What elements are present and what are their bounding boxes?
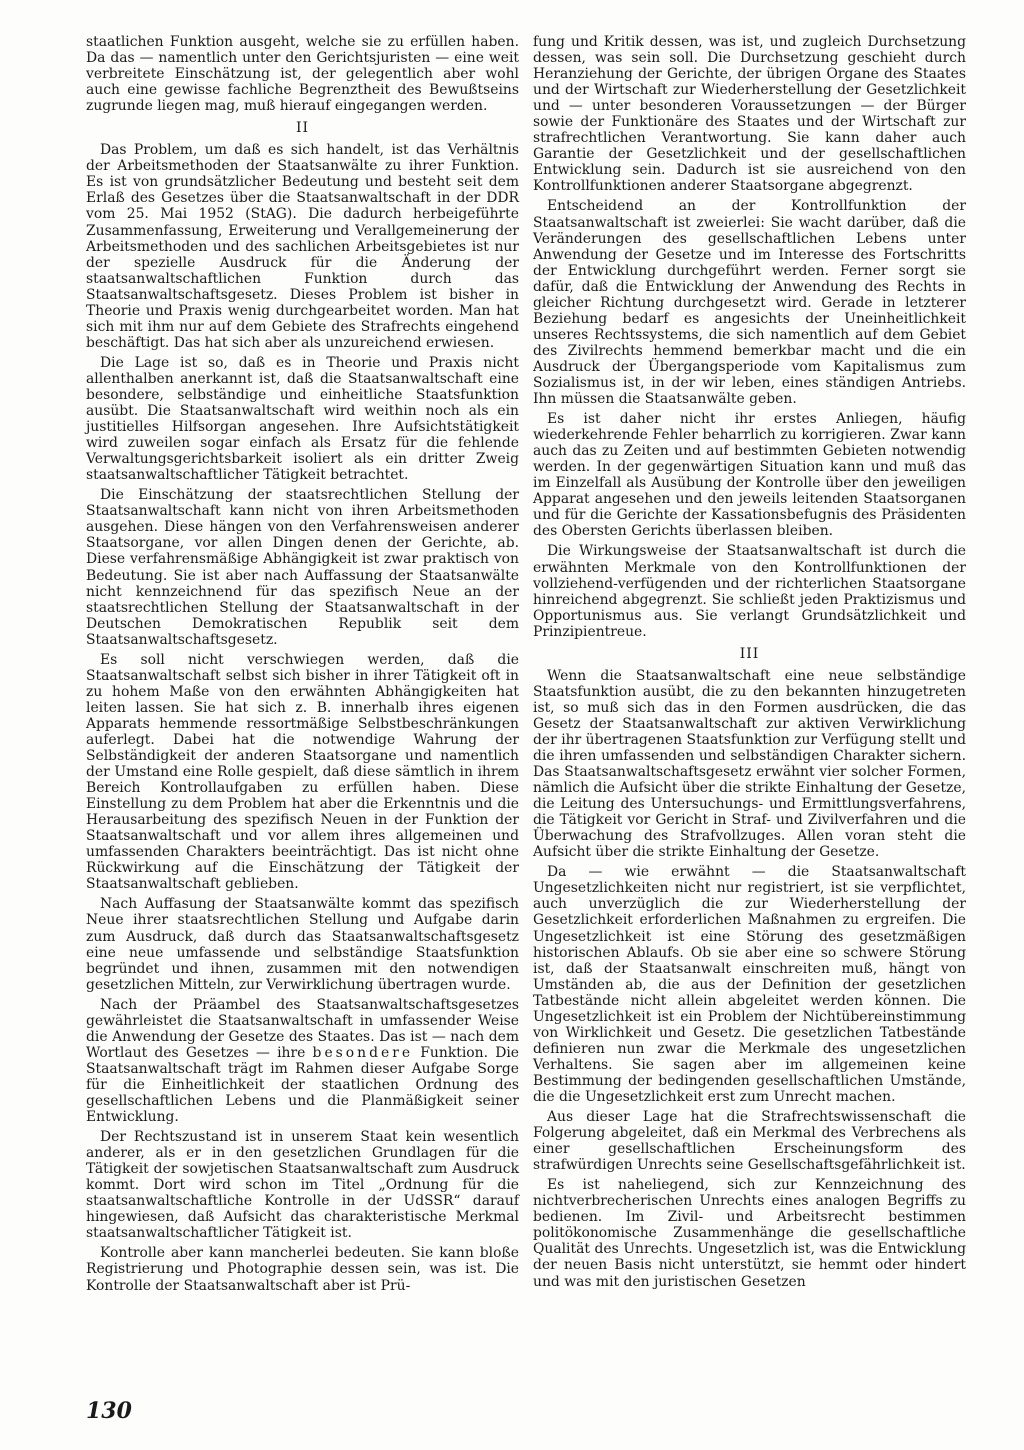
text-run: Nach der Präambel des Staatsanwaltschaftsgesetzes gewährleistet die Staatsanwaltschaft in umfassender Weise die Anwendung der Gesetze des Staates. Das ist — nach dem Wortlaut des Gesetzes — ihre: [86, 996, 519, 1061]
left-column: [86, 34, 519, 1298]
paragraph: Entscheidend an der Kontrollfunktion der Staatsanwaltschaft ist zweierlei: Sie wacht darüber, daß die Veränderungen des gesellschaftlichen Lebens unter Anwendung der Gesetze und im Interesse des Fortschritts der Entwicklung durchgeführt werden. Ferner sorgt sie dafür, daß die Entwicklung der Anwendung des Rechts in gleicher Richtung durchgesetzt wird. Gerade in letzterer Beziehung bedarf es angesichts der Uneinheitlichkeit unseres Rechtssystems, die sich namentlich auf dem Gebiet des Zivilrechts hemmend bemerkbar macht und die ein Ausdruck der Übergangsperiode vom Kapitalismus zum Sozialismus ist, in der wir leben, eines ständigen Antriebs. Ihn müssen die Staatsanwälte geben.: [533, 198, 966, 408]
section-heading-ii: II: [295, 120, 310, 137]
paragraph: Es soll nicht verschwiegen werden, daß die Staatsanwaltschaft selbst sich bisher in ihrer Tätigkeit oft in zu hohem Maße von den erwähnten Abhängigkeiten hat leiten lassen. Sie hat sich z. B. innerhalb ihres eigenen Apparats hemmende ressortmäßige Selbstbeschränkungen auferlegt. Dabei hat die notwendige Wahrung der Selbständigkeit der anderen Staatsorgane und namentlich der Umstand eine Rolle gespielt, daß diese sämtlich in ihrem Bereich Kontrollaufgaben zu erfüllen haben. Diese Einstellung zu dem Problem hat aber die Erkenntnis und die Herausarbeitung des spezifisch Neuen in der Funktion der Staatsanwaltschaft und vor allem ihres allgemeinen und umfassenden Charakters beeinträchtigt. Das ist nicht ohne Rückwirkung auf die Einschätzung der Tätigkeit der Staatsanwaltschaft geblieben.: [86, 651, 519, 893]
paragraph: Wenn die Staatsanwaltschaft eine neue selbständige Staatsfunktion ausübt, die zu den bekannten hinzugetreten ist, so muß sich das in den Formen ausdrücken, die das Gesetz der Staatsanwaltschaft zur aktiven Verwirklichung der ihr übertragenen Staatsfunktion zur Verfügung stellt und die ihren umfassenden und selbständigen Charakter sichern. Das Staatsanwaltschaftsgesetz erwähnt vier solcher Formen, nämlich die Aufsicht über die strikte Einhaltung der Gesetze, die Leitung des Untersuchungs- und Ermittlungsverfahrens, die Tätigkeit vor Gericht in Straf- und Zivilverfahren und die Überwachung des Strafvollzuges. Allen voran steht die Aufsicht über die strikte Einhaltung der Gesetze.: [533, 667, 966, 861]
paragraph: Kontrolle aber kann mancherlei bedeuten. Sie kann bloße Registrierung und Photographie dessen sein, was ist. Die Kontrolle der Staatsanwaltschaft aber ist Prü-: [86, 1245, 519, 1294]
page-number: 130: [86, 1398, 132, 1424]
paragraph: Nach Auffasung der Staatsanwälte kommt das spezifisch Neue ihrer staatsrechtlichen Stellung und Aufgabe darin zum Ausdruck, daß durch das Staatsanwaltschaftsgesetz eine neue umfassende und selbständige Staatsfunktion begründet und ihnen, zusammen mit den notwendigen gesetzlichen Mitteln, zur Verwirklichung übertragen wurde.: [86, 896, 519, 993]
paragraph: Der Rechtszustand ist in unserem Staat kein wesentlich anderer, als er in den gesetzlichen Grundlagen für die Tätigkeit der sowjetischen Staatsanwaltschaft zum Ausdruck kommt. Dort wird schon im Titel „Ordnung für die staatsanwaltschaftliche Kontrolle in der UdSSR“ darauf hingewiesen, daß Aufsicht das charakteristische Merkmal staatsanwaltschaftlicher Tätigkeit ist.: [86, 1129, 519, 1242]
paragraph: Die Wirkungsweise der Staatsanwaltschaft ist durch die erwähnten Merkmale von den Kontrollfunktionen der vollziehend-verfügenden und der richterlichen Staatsorgane hinreichend abgegrenzt. Sie schließt jeden Praktizismus und Opportunismus aus. Sie verlangt Grundsätzlichkeit und Prinzipientreue.: [533, 543, 966, 640]
paragraph: Das Problem, um daß es sich handelt, ist das Verhältnis der Arbeitsmethoden der Staatsanwälte zu ihrer Funktion. Es ist von grundsätzlicher Bedeutung und besteht seit dem Erlaß des Gesetzes über die Staatsanwaltschaft in der DDR vom 25. Mai 1952 (StAG). Die dadurch herbeigeführte Zusammenfassung, Erweiterung und Verallgemeinerung der Arbeitsmethoden und des sachlichen Arbeitsgebietes ist nur der spezielle Ausdruck für die Änderung der staatsanwaltschaftlichen Funktion durch das Staatsanwaltschaftsgesetz. Dieses Problem ist bisher in Theorie und Praxis wenig durchgearbeitet worden. Man hat sich mit ihm nur auf dem Gebiete des Strafrechts eingehend beschäftigt. Das hat sich aber als unzureichend erwiesen.: [86, 142, 519, 351]
paragraph: Es ist daher nicht ihr erstes Anliegen, häufig wiederkehrende Fehler beharrlich zu korrigieren. Zwar kann auch das zu Zeiten und auf bestimmten Gebieten notwendig werden. In der gegenwärtigen Situation kann und muß das im Einzelfall als Ausübung der Kontrolle über den jeweiligen Apparat angesehen und den jeweils leitenden Staatsorganen und für die Gerichte der Kassationsbefugnis des Präsidenten des Obersten Gerichts überlassen bleiben.: [533, 411, 966, 540]
paragraph: Aus dieser Lage hat die Strafrechtswissenschaft die Folgerung abgeleitet, daß ein Merkmal des Verbrechens als einer gesellschaftlichen Erscheinungsform des strafwürdigen Unrechts seine Gesellschaftsgefährlichkeit ist.: [533, 1109, 966, 1174]
paragraph: [86, 997, 519, 1125]
text-run: Funktion. Die Staatsanwaltschaft trägt im Rahmen dieser Aufgabe Sorge für die Einheitlichkeit der staatlichen Ordnung des gesellschaftlichen Lebens und die Planmäßigkeit seiner Entwicklung.: [86, 1044, 520, 1126]
paragraph: Da — wie erwähnt — die Staatsanwaltschaft Ungesetzlichkeiten nicht nur registriert, ist sie verpflichtet, auch unverzüglich die zur Wiederherstellung der Gesetzlichkeit erforderlichen Maßnahmen zu ergreifen. Die Ungesetzlichkeit ist eine Störung des gesetzmäßigen historischen Ablaufs. Ob sie aber eine so schwere Störung ist, daß der Staatsanwalt einschreiten muß, hängt von Umständen ab, die aus der Definition der gesetzlichen Tatbestände nicht allein abgeleitet werden können. Die Ungesetzlichkeit ist ein Problem der Nichtübereinstimmung von Wirklichkeit und Gesetz. Die gesetzlichen Tatbestände definieren nun zwar die Merkmale des ungesetzlichen Verhaltens. Sie sagen aber im allgemeinen keine Bestimmung der bedingenden gesellschaftlichen Umstände, die die Ungesetzlichkeit erst zum Unrecht machen.: [533, 864, 966, 1105]
right-column: [533, 34, 966, 1294]
paragraph: Es ist naheliegend, sich zur Kennzeichnung des nichtverbrecherischen Unrechts eines analogen Begriffs zu bedienen. Im Zivil- und Arbeitsrecht bestimmen politökonomische Zusammenhänge die gesellschaftliche Qualität des Unrechts. Ungesetzlich ist, was die Entwicklung der neuen Basis nicht unterstützt, sie hemmt oder hindert und was mit den juristischen Gesetzen: [533, 1177, 966, 1290]
paragraph: Die Einschätzung der staatsrechtlichen Stellung der Staatsanwaltschaft kann nicht von ihren Arbeitsmethoden ausgehen. Diese hängen von den Verfahrensweisen anderer Staatsorgane, vor allen Dingen denen der Gerichte, ab. Diese verfahrensmäßige Abhängigkeit ist zwar praktisch von Bedeutung. Sie ist aber nach Auffassung der Staatsanwälte nicht kennzeichnend für das spezifisch Neue an der staatsrechtlichen Stellung der Staatsanwaltschaft in der Deutschen Demokratischen Republik seit dem Staatsanwaltschaftsgesetz.: [86, 487, 519, 648]
section-heading-iii: III: [739, 645, 760, 662]
paragraph: staatlichen Funktion ausgeht, welche sie zu erfüllen haben. Da das — namentlich unter den Gerichtsjuristen — eine weit verbreitete Einschätzung ist, der gelegentlich aber wohl auch eine gewisse fachliche Begrenztheit des Bewußtseins zugrunde liegen mag, muß hierauf eingegangen werden.: [86, 34, 519, 115]
emphasized-text: besondere: [312, 1044, 414, 1061]
paragraph: Die Lage ist so, daß es in Theorie und Praxis nicht allenthalben anerkannt ist, daß die Staatsanwaltschaft eine besondere, selbständige und einheitliche Staatsfunktion ausübt. Die Staatsanwaltschaft wird weithin noch als ein justitielles Hilfsorgan angesehen. Ihre Aufsichtstätigkeit wird zuweilen sogar einfach als Ersatz für die fehlende Verwaltungsgerichtsbarkeit isoliert als ein dritter Zweig staatsanwaltschaftlicher Tätigkeit betrachtet.: [86, 354, 519, 484]
paragraph: fung und Kritik dessen, was ist, und zugleich Durchsetzung dessen, was sein soll. Die Durchsetzung geschieht durch Heranziehung der Gerichte, der übrigen Organe des Staates und der Wirtschaft zur Wiederherstellung der Gesetzlichkeit und — unter besonderen Voraussetzungen — der Bürger sowie der Funktionäre des Staates und der Wirtschaft zur strafrechtlichen Verantwortung. Sie kann daher auch Garantie der Gesetzlichkeit und der gesellschaftlichen Entwicklung sein. Dadurch ist sie ausreichend von den Kontrollfunktionen anderer Staatsorgane abgegrenzt.: [533, 34, 966, 195]
